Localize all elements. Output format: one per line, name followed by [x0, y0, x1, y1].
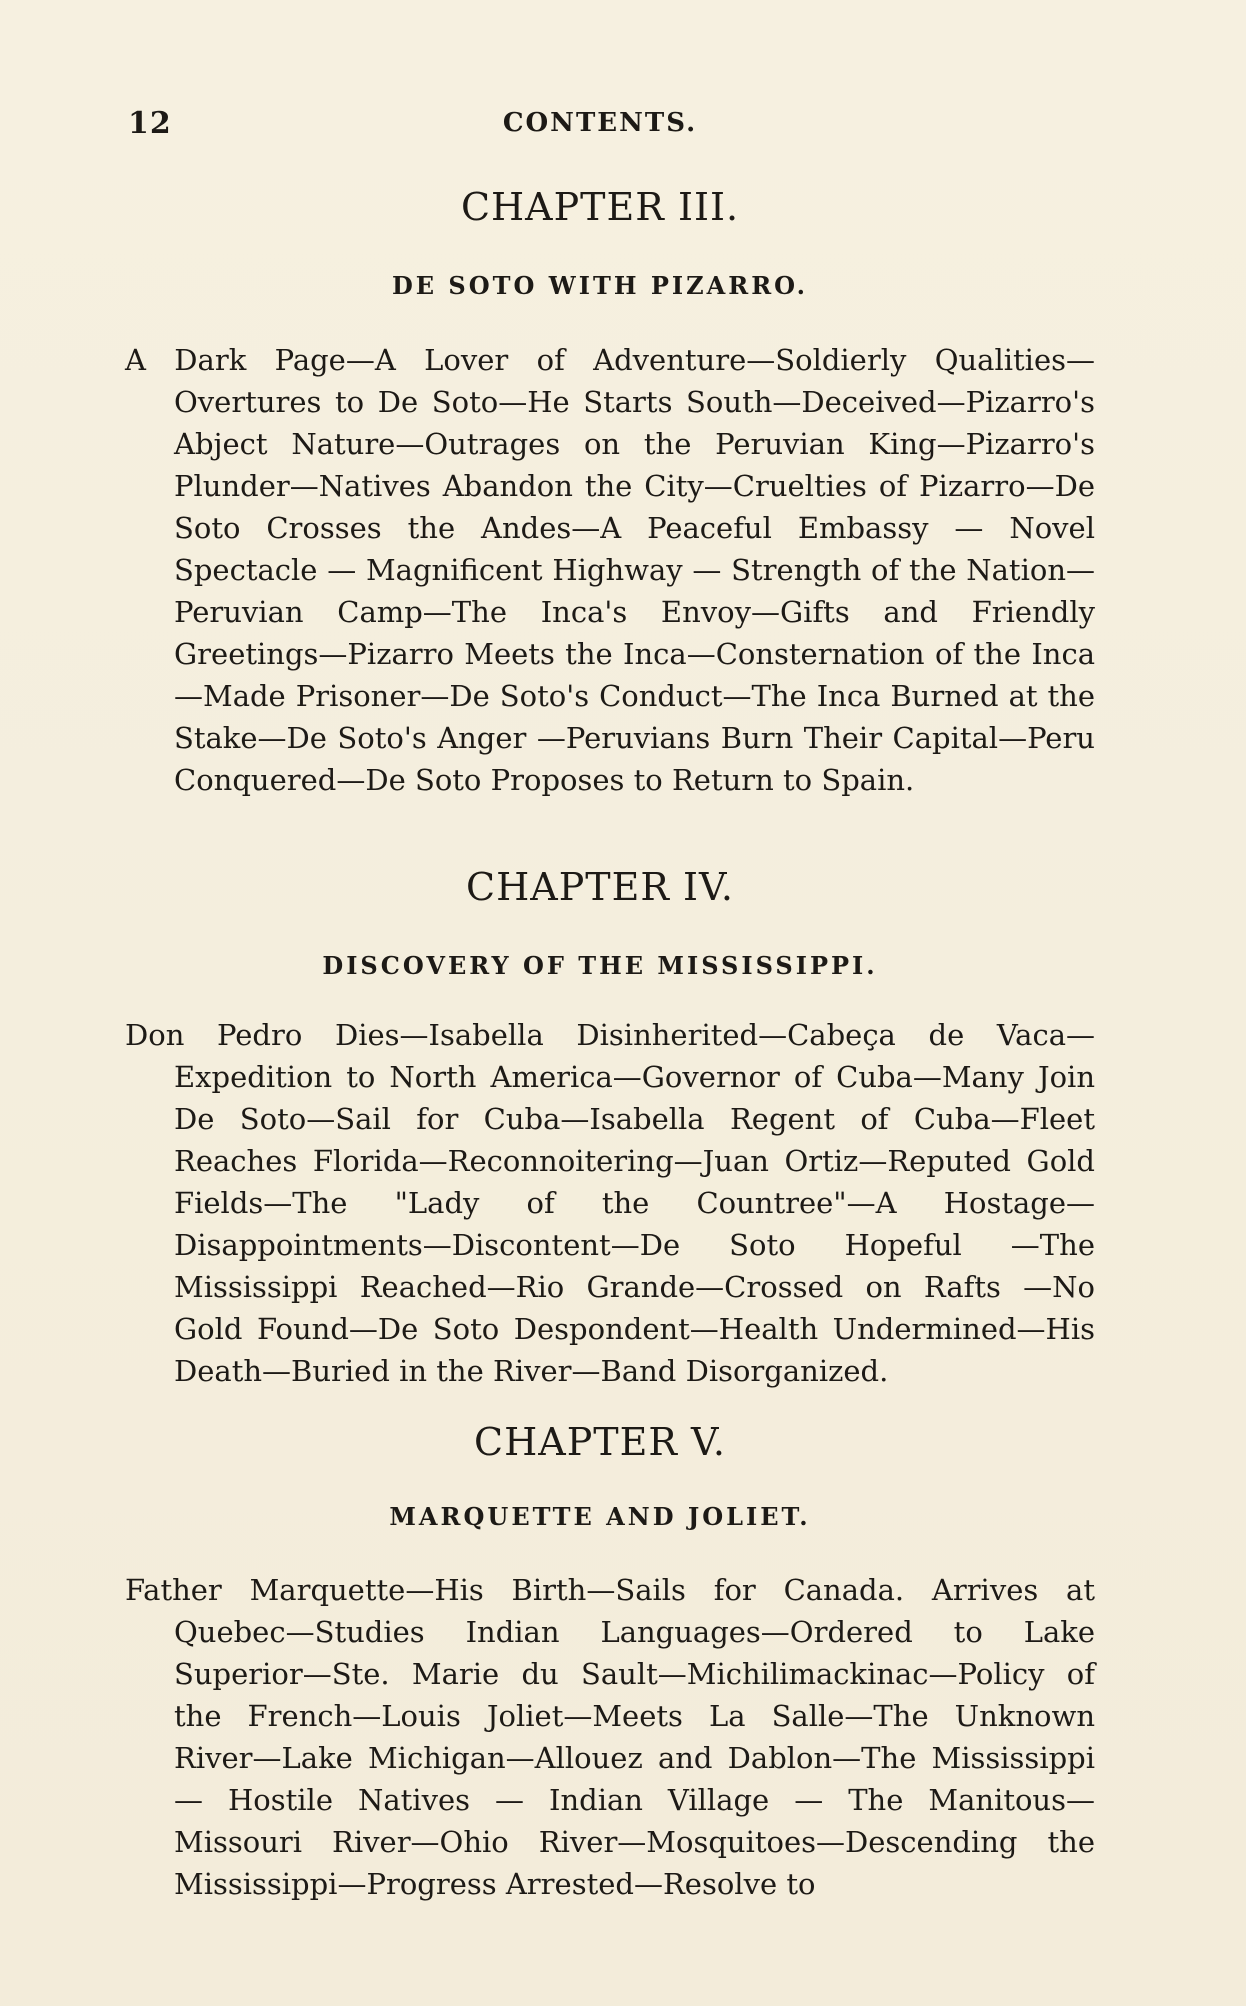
chapter-title: DE SOTO WITH PIZARRO. — [391, 271, 809, 300]
running-title: CONTENTS. — [502, 108, 698, 138]
chapter-3-entry — [0, 185, 1246, 797]
chapter-summary: A Dark Page—A Lover of Adventure—Soldierly Qualities—Overtures to De Soto—He Starts South—Deceived—Pizarro's Abject Nature—Outrages on the Peruvian King—Pizarro's Plunder—Natives Abandon the City—Cruelties of Pizarro—De Soto Crosses the Andes—A Peaceful Embassy — Novel Spectacle — Magnificent Highway — Strength of the Nation—Peruvian Camp—The Inca's Envoy—Gifts and Friendly Greetings—Pizarro Meets the Inca—Consternation of the Inca—Made Prisoner—De Soto's Conduct—The Inca Burned at the Stake—De Soto's Anger —Peruvians Burn Their Capital—Peru Conquered—De Soto Proposes to Return to Spain. — [125, 343, 1095, 797]
chapter-summary: Don Pedro Dies—Isabella Disinherited—Cabeça de Vaca—Expedition to North America—Governor of Cuba—Many Join De Soto—Sail for Cuba—Isabella Regent of Cuba—Fleet Reaches Florida—Reconnoitering—Juan Ortiz—Reputed Gold Fields—The "Lady of the Countree"—A Hostage—Disappointments—Discontent—De Soto Hopeful —The Mississippi Reached—Rio Grande—Crossed on Rafts —No Gold Found—De Soto Despondent—Health Undermined—His Death—Buried in the River—Band Disorganized. — [125, 1018, 1095, 1388]
chapter-heading: CHAPTER III. — [460, 185, 740, 229]
chapter-4-entry — [0, 865, 1246, 1388]
running-head — [0, 98, 1246, 148]
chapter-heading: CHAPTER V. — [474, 1420, 726, 1464]
chapter-title: DISCOVERY OF THE MISSISSIPPI. — [322, 951, 878, 980]
chapter-heading: CHAPTER IV. — [466, 865, 734, 909]
chapter-summary: Father Marquette—His Birth—Sails for Canada. Arrives at Quebec—Studies Indian Languages—Ordered to Lake Superior—Ste. Marie du Sault—Michilimackinac—Policy of the French—Louis Joliet—Meets La Salle—The Unknown River—Lake Michigan—Allouez and Dablon—The Mississippi — Hostile Natives — Indian Village — The Manitous—Missouri River—Ohio River—Mosquitoes—Descending the Mississippi—Progress Arrested—Resolve to — [125, 1573, 1095, 1901]
chapter-title: MARQUETTE AND JOLIET. — [389, 1502, 811, 1531]
chapter-5-entry — [0, 1420, 1246, 1901]
page-number: 12 — [128, 106, 172, 141]
